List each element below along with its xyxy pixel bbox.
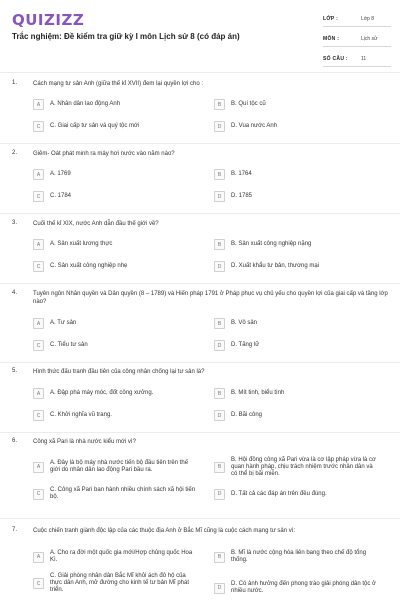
option-text: C. Khởi nghĩa vũ trang. — [50, 412, 112, 418]
quizizz-logo: QUIZIZZ — [12, 11, 85, 29]
meta-subject-label: MÔN : — [323, 35, 340, 42]
option-letter-box: D — [214, 583, 225, 594]
option-b[interactable] — [214, 98, 379, 111]
option-letter-box: D — [214, 191, 225, 202]
option-letter-box: A — [33, 388, 44, 399]
option-text: D. Vua nước Anh — [231, 123, 278, 129]
option-text: C. Công xã Pari ban hành nhiều chính sách xã hội tiến bộ. — [50, 487, 196, 500]
worksheet-meta — [323, 11, 391, 71]
option-c[interactable] — [33, 573, 198, 600]
worksheet-header — [0, 0, 400, 72]
question-text: Tuyên ngôn Nhân quyền và Dân quyền (8 – 1789) và Hiến pháp 1791 ở Pháp phục vụ chủ yếu cho quyền lợi của giai cấp và tầng lớp nào? — [33, 291, 388, 305]
option-letter-box: B — [214, 462, 225, 473]
option-text: D. Xuất khẩu tư bản, thương mại — [231, 263, 320, 269]
option-b[interactable] — [214, 453, 379, 481]
option-letter-box: D — [214, 410, 225, 421]
option-d[interactable] — [214, 483, 379, 505]
option-text: A. Đây là bộ máy nhà nước tiến bộ đầu tiên trên thế giới do nhân dân lao động Pari bầu ra. — [50, 460, 189, 473]
option-text: B. Quí tộc cũ — [231, 101, 266, 107]
option-a[interactable] — [33, 546, 198, 568]
option-b[interactable] — [214, 238, 379, 251]
option-text: B. Mít tinh, biểu tình — [231, 390, 285, 396]
option-a[interactable] — [33, 168, 198, 181]
option-text: A. Nhân dân lao động Anh — [50, 101, 121, 107]
option-text: A. Đập phá máy móc, đốt công xưởng. — [50, 390, 154, 396]
question-number: 4. — [12, 290, 18, 296]
option-text: B. Sản xuất công nghiệp nặng — [231, 241, 312, 247]
option-c[interactable] — [33, 260, 198, 273]
question-number: 7. — [12, 527, 18, 533]
meta-subject-value: Lịch sử — [361, 35, 378, 42]
option-text: A. Tư sản — [50, 320, 77, 326]
option-text: A. 1769 — [50, 171, 71, 177]
option-letter-box: C — [33, 121, 44, 132]
option-text: B. Mĩ là nước cộng hòa liên bang theo chế độ tổng thống. — [231, 550, 367, 563]
question-number: 5. — [12, 368, 18, 374]
meta-grade — [323, 11, 391, 27]
question-number: 6. — [12, 438, 18, 444]
question-text: Cuối thế kỉ XIX, nước Anh dẫn đầu thế giới về? — [33, 221, 159, 227]
option-text: D. 1785 — [231, 193, 253, 199]
option-text: A. Sản xuất lương thực — [50, 241, 113, 247]
option-letter-box: C — [33, 261, 44, 272]
option-letter-box: B — [214, 99, 225, 110]
option-letter-box: D — [214, 340, 225, 351]
meta-grade-label: LỚP : — [323, 15, 339, 22]
question-divider — [0, 518, 400, 519]
option-c[interactable] — [33, 483, 198, 505]
option-text: D. Tăng lữ — [231, 342, 260, 348]
option-letter-box: A — [33, 169, 44, 180]
option-a[interactable] — [33, 317, 198, 330]
option-letter-box: B — [214, 239, 225, 250]
option-a[interactable] — [33, 387, 198, 400]
question-divider — [0, 432, 400, 433]
option-letter-box: A — [33, 239, 44, 250]
question-text: Công xã Pari là nhà nước kiểu mới vì? — [33, 439, 136, 445]
option-letter-box: B — [214, 388, 225, 399]
meta-count-value: 11 — [361, 55, 367, 62]
option-c[interactable] — [33, 409, 198, 422]
option-text: D. Có ảnh hưởng đến phong trào giải phóng dân tộc ở nhiều nước. — [231, 581, 376, 594]
option-text: C. Sản xuất công nghiệp nhẹ — [50, 263, 128, 269]
question-number: 2. — [12, 150, 18, 156]
option-d[interactable] — [214, 190, 379, 203]
question-text: Cuộc chiến tranh giành độc lập của các thuộc địa Anh ở Bắc Mĩ cũng là cuộc cách mạng tư sản vì: — [33, 528, 296, 534]
option-c[interactable] — [33, 339, 198, 352]
option-b[interactable] — [214, 546, 379, 568]
option-letter-box: C — [33, 489, 44, 500]
option-letter-box: C — [33, 191, 44, 202]
question-divider — [0, 143, 400, 144]
header-divider — [0, 72, 400, 73]
meta-count — [323, 51, 391, 67]
option-d[interactable] — [214, 339, 379, 352]
option-letter-box: A — [33, 462, 44, 473]
option-letter-box: D — [214, 489, 225, 500]
meta-grade-value: Lớp 8 — [361, 15, 375, 22]
option-letter-box: B — [214, 552, 225, 563]
option-d[interactable] — [214, 120, 379, 133]
question-divider — [0, 362, 400, 363]
option-a[interactable] — [33, 98, 198, 111]
question-text: Hình thức đấu tranh đầu tiên của công nhân chống lại tư sản là? — [33, 369, 205, 375]
question-text: Cách mạng tư sản Anh (giữa thế kỉ XVII) đem lại quyền lợi cho : — [33, 81, 204, 87]
question-divider — [0, 283, 400, 284]
option-text: B. Vô sản — [231, 320, 258, 326]
option-text: B. Hội đồng công xã Pari vừa là cơ lập pháp vừa là cơ quan hành pháp, chịu trách nhiệm trước nhân dân và có thể bị bãi miễn. — [231, 456, 376, 477]
option-text: D. Bãi công — [231, 412, 263, 418]
option-b[interactable] — [214, 168, 379, 181]
option-d[interactable] — [214, 409, 379, 422]
meta-subject — [323, 31, 391, 47]
option-a[interactable] — [33, 456, 198, 478]
question-number: 1. — [12, 80, 18, 86]
option-d[interactable] — [214, 260, 379, 273]
meta-count-label: SỐ CÂU : — [323, 55, 348, 62]
option-letter-box: B — [214, 318, 225, 329]
option-b[interactable] — [214, 317, 379, 330]
option-text: C. 1784 — [50, 193, 72, 199]
option-text: C. Tiểu tư sản — [50, 342, 88, 348]
question-divider — [0, 213, 400, 214]
option-text: C. Giai cấp tư sản và quý tộc mới — [50, 123, 140, 129]
option-letter-box: A — [33, 552, 44, 563]
option-letter-box: D — [214, 261, 225, 272]
question-number: 3. — [12, 220, 18, 226]
option-letter-box: A — [33, 99, 44, 110]
option-letter-box: C — [33, 340, 44, 351]
option-letter-box: C — [33, 578, 44, 589]
option-a[interactable] — [33, 238, 198, 251]
option-letter-box: D — [214, 121, 225, 132]
option-text: D. Tất cả các đáp án trên đều đúng. — [231, 490, 327, 497]
option-letter-box: A — [33, 318, 44, 329]
option-letter-box: B — [214, 169, 225, 180]
option-text: A. Cho ra đời một quốc gia mới/Hợp chủng quốc Hoa Kì. — [50, 550, 193, 563]
option-letter-box: C — [33, 410, 44, 421]
option-c[interactable] — [33, 190, 198, 203]
question-text: Giêm- Oát phát minh ra máy hơi nước vào năm nào? — [33, 151, 175, 157]
option-c[interactable] — [33, 120, 198, 133]
option-text: B. 1764 — [231, 171, 252, 177]
page-title: Trắc nghiệm: Đề kiểm tra giữ kỳ I môn Lịch sử 8 (có đáp án) — [12, 32, 240, 41]
option-text: C. Giải phóng nhân dân Bắc Mĩ khỏi ách đô hộ của thực dân Anh, mở đường cho kinh tế tư bản Mĩ phát triển. — [50, 573, 189, 593]
option-d[interactable] — [214, 577, 379, 599]
option-b[interactable] — [214, 387, 379, 400]
